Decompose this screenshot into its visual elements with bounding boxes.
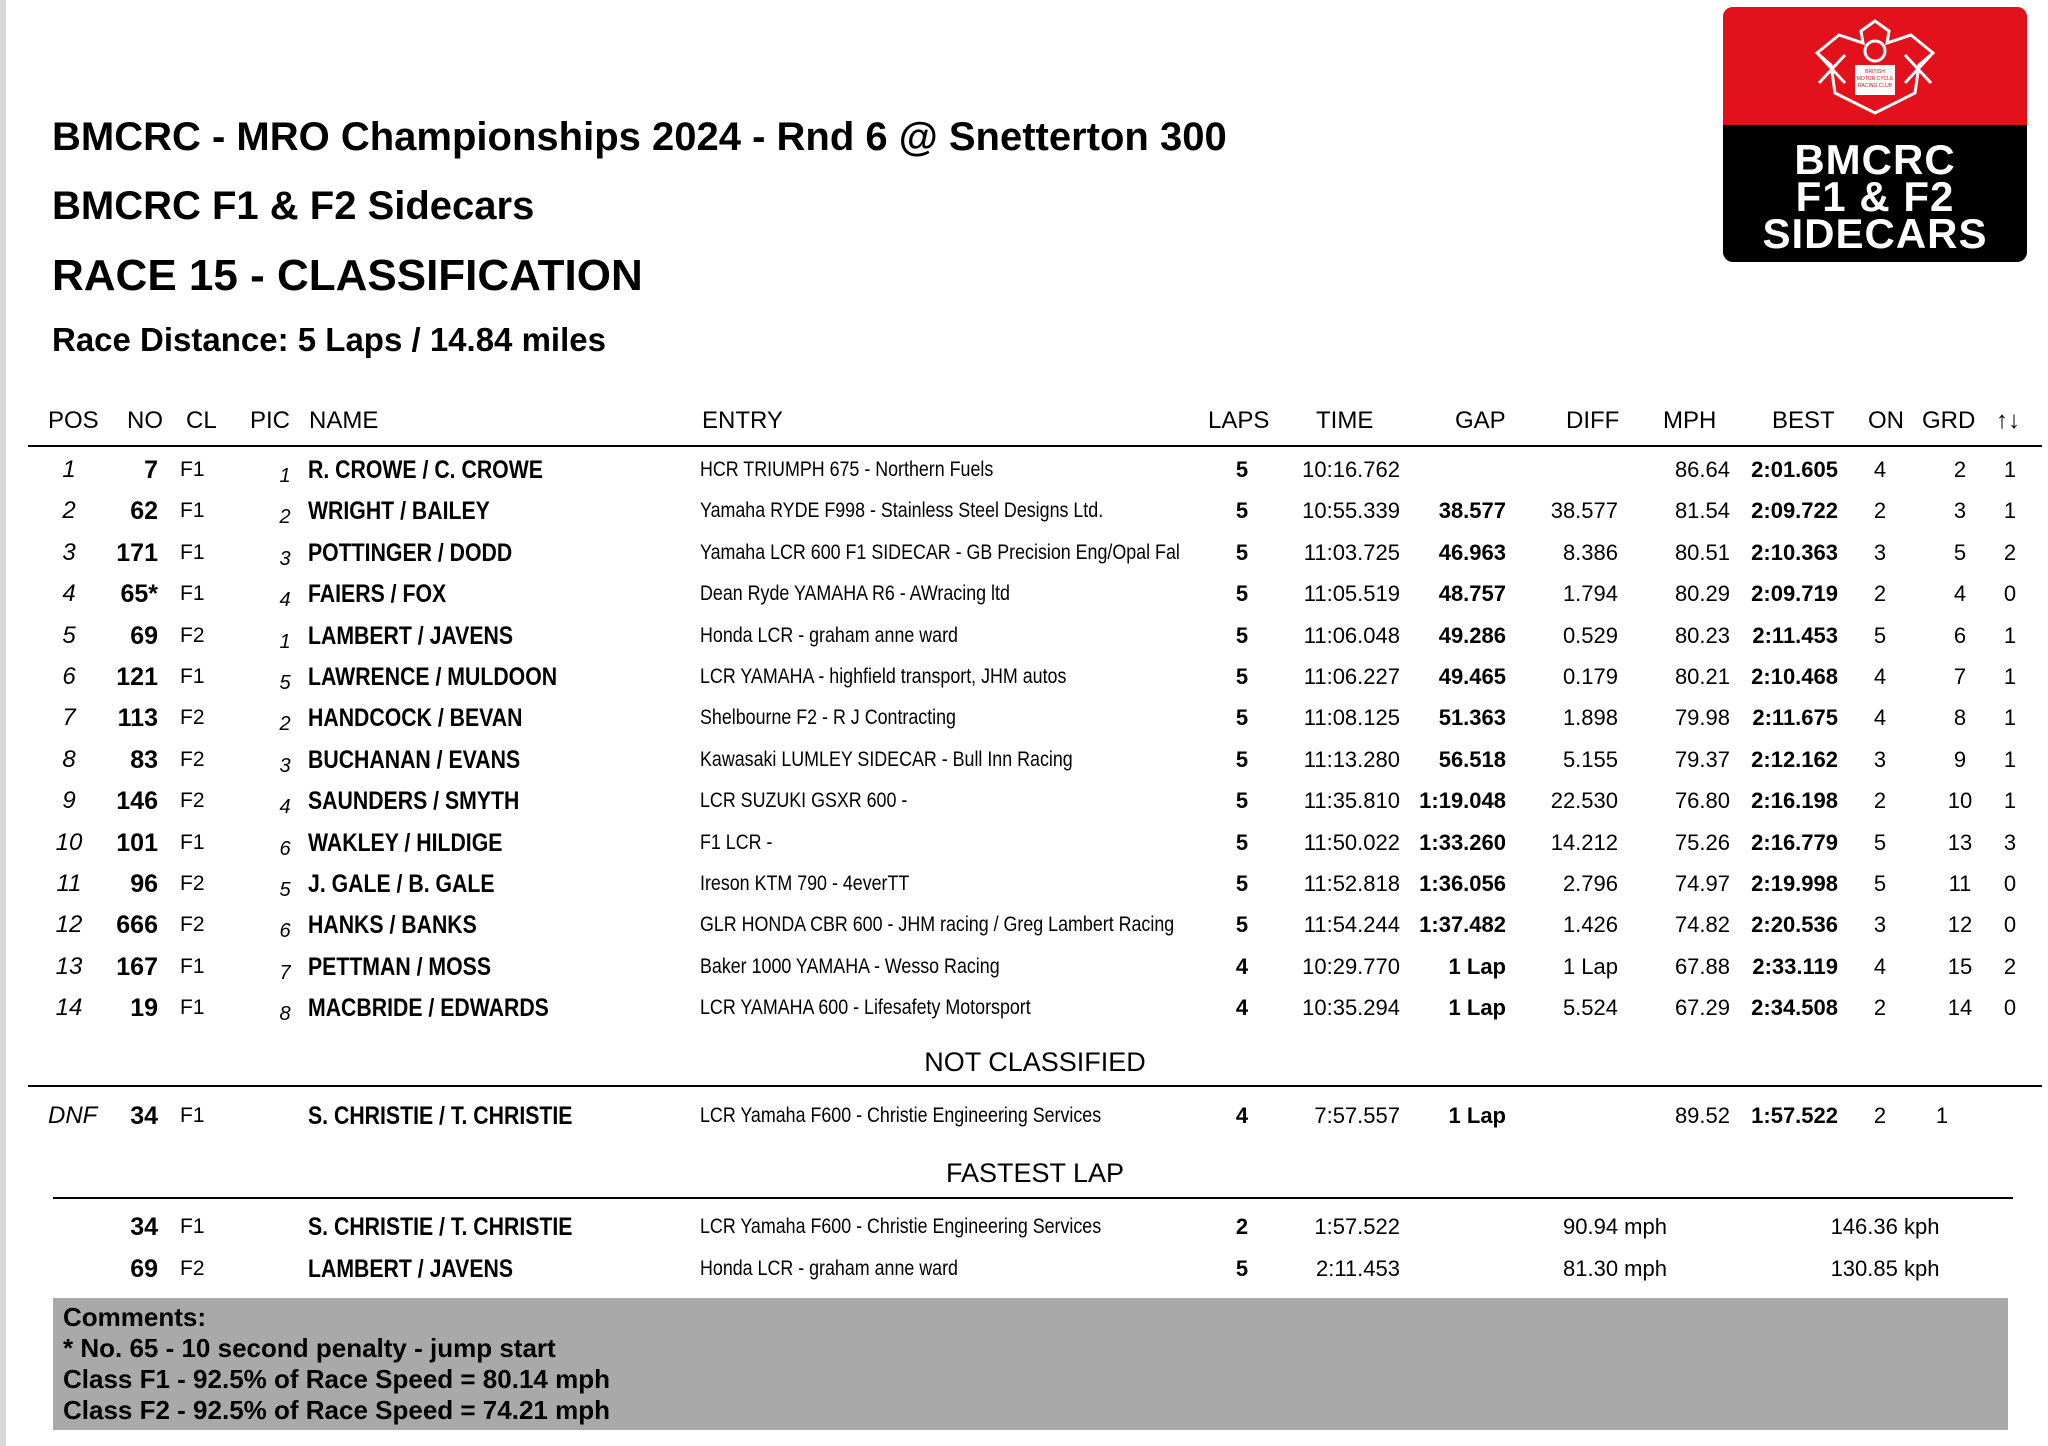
row-time: 11:13.280 — [1303, 746, 1400, 772]
row-grd: 2 — [1953, 457, 1967, 482]
row-name: WAKLEY / HILDIGE — [308, 828, 503, 857]
row-grd: 11 — [1948, 871, 1972, 896]
row-gap: 38.577 — [1438, 498, 1506, 524]
row-pic: 2 — [279, 713, 291, 736]
row-cl: F2 — [180, 747, 205, 771]
row-entry: LCR YAMAHA - highfield transport, JHM autos — [700, 665, 1067, 688]
comments-title: Comments: — [63, 1302, 207, 1332]
row-entry: F1 LCR - — [700, 830, 773, 854]
row-laps: 5 — [1235, 622, 1249, 648]
row-mph: 74.82 — [1674, 912, 1730, 938]
comment-line: Class F1 - 92.5% of Race Speed = 80.14 mph — [63, 1364, 610, 1394]
row-pic: 2 — [279, 506, 291, 529]
fl-time: 1:57.522 — [1314, 1214, 1400, 1239]
row-gap: 1:19.048 — [1419, 788, 1506, 814]
row-pos: 11 — [56, 870, 82, 897]
row-no: 146 — [116, 787, 158, 816]
fl-mph: 81.30 mph — [1563, 1256, 1667, 1281]
row-cl: F2 — [180, 913, 205, 937]
col-entry: ENTRY — [702, 407, 783, 434]
col-name: NAME — [309, 407, 379, 434]
row-on: 2 — [1873, 1103, 1887, 1128]
col-position-change: ↑↓ — [1996, 407, 2020, 434]
table-header — [0, 401, 2048, 441]
row-pic: 8 — [279, 1003, 291, 1026]
svg-text:BRITISH: BRITISH — [1865, 69, 1885, 75]
fl-class: F2 — [180, 1257, 205, 1280]
row-entry: Baker 1000 YAMAHA - Wesso Racing — [700, 954, 1000, 978]
row-gap: 1:37.482 — [1419, 912, 1506, 938]
col-pos: POS — [48, 407, 99, 434]
row-entry: Honda LCR - graham anne ward — [700, 623, 958, 647]
svg-text:RACING CLUB: RACING CLUB — [1857, 83, 1893, 89]
row-name: SAUNDERS / SMYTH — [308, 787, 520, 816]
row-name: POTTINGER / DODD — [308, 538, 513, 567]
fl-class: F1 — [180, 1215, 205, 1238]
fl-lap: 2 — [1235, 1214, 1249, 1239]
row-on: 5 — [1873, 871, 1887, 896]
fl-name: LAMBERT / JAVENS — [308, 1255, 514, 1283]
row-time: 11:08.125 — [1303, 705, 1400, 731]
row-pic: 4 — [279, 796, 291, 819]
row-time: 11:06.048 — [1303, 622, 1400, 648]
row-class: F1 — [180, 1104, 205, 1127]
race-title: RACE 15 - CLASSIFICATION — [52, 251, 643, 300]
row-entry: Kawasaki LUMLEY SIDECAR - Bull Inn Racing — [700, 747, 1073, 771]
row-laps: 4 — [1235, 953, 1249, 979]
row-entry: Shelbourne F2 - R J Contracting — [700, 706, 956, 730]
row-pic: 6 — [279, 837, 291, 860]
row-grd: 12 — [1947, 912, 1973, 938]
table-row — [0, 698, 2048, 738]
row-diff: 38.577 — [1550, 498, 1618, 524]
bmcrc-logo — [1723, 7, 2027, 262]
row-grd: 7 — [1953, 664, 1967, 689]
row-on: 3 — [1873, 912, 1887, 938]
row-pos: 6 — [62, 663, 76, 690]
row-on: 3 — [1873, 746, 1887, 772]
row-gap: 1 Lap — [1448, 953, 1506, 979]
row-pos: 2 — [62, 497, 76, 525]
row-best: 2:16.198 — [1751, 788, 1838, 814]
row-time: 11:06.227 — [1303, 664, 1400, 689]
row-mv: 0 — [2003, 871, 2017, 896]
row-time: 11:50.022 — [1303, 829, 1400, 855]
table-row — [0, 491, 2048, 531]
row-best: 2:33.119 — [1752, 953, 1838, 979]
row-entry: Yamaha LCR 600 F1 SIDECAR - GB Precision Eng/Opal Fal — [700, 540, 1180, 564]
row-on: 5 — [1873, 622, 1887, 648]
row-pos: 7 — [62, 704, 76, 732]
row-cl: F2 — [180, 706, 205, 730]
row-name: J. GALE / B. GALE — [308, 870, 495, 898]
row-diff: 1 Lap — [1562, 953, 1618, 979]
row-laps: 5 — [1235, 829, 1249, 855]
row-diff: 0.529 — [1562, 622, 1618, 648]
row-entry: LCR YAMAHA 600 - Lifesafety Motorsport — [700, 996, 1031, 1020]
row-pic: 3 — [279, 547, 291, 570]
logo-line-2: F1 & F2 — [1795, 173, 1955, 220]
row-laps: 4 — [1235, 995, 1249, 1021]
row-name: HANKS / BANKS — [308, 911, 477, 940]
row-pos: 13 — [55, 952, 83, 980]
row-grd: 1 — [1935, 1103, 1949, 1128]
logo-line-3: SIDECARS — [1762, 210, 1988, 257]
row-time: 11:52.818 — [1303, 871, 1400, 896]
row-cl: F1 — [180, 499, 205, 523]
row-cl: F1 — [180, 458, 205, 481]
row-pos: DNF — [48, 1102, 98, 1129]
fl-name: S. CHRISTIE / T. CHRISTIE — [308, 1213, 573, 1241]
row-gap: 1 Lap — [1448, 1103, 1506, 1128]
fastest-lap-rule — [53, 1197, 2013, 1199]
row-mv: 2 — [2003, 953, 2017, 979]
row-mv: 2 — [2003, 539, 2017, 565]
row-entry: HCR TRIUMPH 675 - Northern Fuels — [700, 458, 994, 481]
row-pos: 3 — [62, 538, 76, 566]
row-pos: 1 — [62, 456, 76, 483]
row-cl: F2 — [180, 623, 205, 647]
row-name: WRIGHT / BAILEY — [308, 497, 490, 526]
row-no: 113 — [117, 704, 158, 733]
row-diff: 14.212 — [1550, 829, 1618, 855]
row-mph: 80.23 — [1674, 622, 1730, 648]
row-mph: 80.29 — [1674, 581, 1730, 607]
not-classified-rule — [28, 1085, 2042, 1087]
row-diff: 8.386 — [1562, 539, 1618, 565]
fastest-lap-heading: FASTEST LAP — [945, 1158, 1125, 1188]
row-cl: F2 — [180, 872, 205, 895]
row-pos: 10 — [55, 828, 83, 856]
table-row — [0, 823, 2048, 863]
row-no: 83 — [130, 745, 158, 774]
row-mph: 86.64 — [1674, 457, 1730, 482]
event-title: BMCRC - MRO Championships 2024 - Rnd 6 @ Snetterton 300 — [52, 115, 1227, 159]
row-mph: 81.54 — [1674, 498, 1730, 524]
row-mv: 1 — [2003, 498, 2017, 524]
row-best: 2:10.363 — [1751, 539, 1838, 565]
row-pic: 6 — [279, 920, 291, 943]
row-pic: 7 — [279, 961, 291, 984]
row-time: 7:57.557 — [1314, 1103, 1400, 1128]
comment-line: Class F2 - 92.5% of Race Speed = 74.21 mph — [63, 1395, 610, 1425]
race-distance: Race Distance: 5 Laps / 14.84 miles — [52, 321, 606, 358]
row-laps: 5 — [1235, 746, 1249, 772]
table-row — [0, 574, 2048, 614]
row-gap: 1:36.056 — [1419, 871, 1506, 896]
row-mph: 89.52 — [1674, 1103, 1730, 1128]
fl-lap: 5 — [1235, 1256, 1249, 1281]
not-classified-heading: NOT CLASSIFIED — [924, 1047, 1146, 1077]
row-pos: 5 — [62, 621, 76, 649]
row-time: 10:35.294 — [1302, 995, 1400, 1021]
svg-text:MOTOR CYCLE: MOTOR CYCLE — [1856, 76, 1894, 82]
row-best: 2:09.722 — [1751, 498, 1838, 524]
col-on: ON — [1868, 407, 1904, 434]
row-gap: 1 Lap — [1448, 995, 1506, 1021]
row-time: 11:54.244 — [1303, 912, 1400, 938]
row-mph: 79.37 — [1674, 746, 1730, 772]
row-best: 2:01.605 — [1751, 457, 1838, 482]
row-no: 666 — [116, 911, 158, 940]
row-no: 62 — [130, 497, 158, 526]
row-entry: GLR HONDA CBR 600 - JHM racing / Greg Lambert Racing — [700, 913, 1175, 937]
fl-no: 69 — [130, 1255, 158, 1283]
row-on: 4 — [1873, 664, 1887, 689]
row-cl: F1 — [180, 954, 205, 978]
row-mph: 80.51 — [1674, 539, 1730, 565]
row-best: 2:16.779 — [1751, 829, 1838, 855]
row-mv: 1 — [2003, 746, 2017, 772]
table-row — [0, 616, 2048, 656]
row-diff: 1.794 — [1562, 581, 1618, 607]
row-gap: 46.963 — [1438, 539, 1506, 565]
row-best: 2:34.508 — [1751, 995, 1838, 1021]
table-row — [0, 450, 2048, 490]
row-mv: 1 — [2003, 457, 2017, 482]
row-laps: 5 — [1235, 664, 1249, 689]
row-best: 1:57.522 — [1751, 1103, 1838, 1128]
row-entry: Dean Ryde YAMAHA R6 - AWracing ltd — [700, 582, 1010, 606]
table-row — [0, 657, 2048, 697]
fastest-lap-row — [0, 1249, 2048, 1289]
row-best: 2:12.162 — [1751, 746, 1838, 772]
row-on: 4 — [1873, 953, 1887, 979]
row-laps: 5 — [1235, 705, 1249, 731]
col-diff: DIFF — [1566, 407, 1620, 434]
row-name: LAWRENCE / MULDOON — [308, 663, 558, 691]
row-name: PETTMAN / MOSS — [308, 952, 492, 981]
row-gap: 51.363 — [1438, 705, 1506, 731]
row-on: 3 — [1873, 539, 1887, 565]
row-no: 69 — [130, 621, 158, 650]
comments-box — [53, 1298, 2008, 1430]
row-best: 2:11.675 — [1752, 705, 1838, 731]
row-mv: 0 — [2003, 995, 2017, 1021]
row-cl: F1 — [180, 996, 205, 1020]
row-gap: 49.286 — [1438, 622, 1506, 648]
header-rule — [28, 445, 2042, 447]
row-laps: 5 — [1235, 457, 1249, 482]
row-cl: F1 — [180, 830, 205, 854]
row-mph: 75.26 — [1674, 829, 1730, 855]
row-time: 11:03.725 — [1303, 539, 1400, 565]
row-best: 2:20.536 — [1751, 912, 1838, 938]
row-laps: 5 — [1235, 539, 1249, 565]
row-on: 2 — [1873, 581, 1887, 607]
col-laps: LAPS — [1208, 407, 1270, 434]
row-grd: 4 — [1953, 581, 1967, 607]
fl-kph: 146.36 kph — [1830, 1214, 1940, 1239]
table-row — [0, 1096, 2048, 1136]
row-mv: 1 — [2003, 705, 2017, 731]
row-entry: Ireson KTM 790 - 4everTT — [700, 872, 910, 895]
row-no: 34 — [130, 1102, 158, 1130]
row-on: 2 — [1873, 788, 1887, 814]
col-grd: GRD — [1922, 407, 1976, 434]
row-time: 11:05.519 — [1303, 581, 1400, 607]
row-mv: 3 — [2003, 829, 2017, 855]
row-pic: 5 — [279, 672, 291, 694]
row-mv: 1 — [2003, 788, 2017, 814]
col-time: TIME — [1316, 407, 1374, 434]
row-best: 2:19.998 — [1751, 871, 1838, 896]
row-grd: 5 — [1953, 539, 1967, 565]
row-laps: 5 — [1235, 788, 1249, 814]
row-pic: 4 — [279, 589, 291, 612]
row-grd: 9 — [1953, 746, 1967, 772]
row-mv: 0 — [2003, 912, 2017, 938]
row-name: FAIERS / FOX — [308, 580, 447, 609]
row-mv: 0 — [2003, 581, 2017, 607]
logo-line-1: BMCRC — [1794, 136, 1956, 183]
row-diff: 1.426 — [1562, 912, 1618, 938]
row-best: 2:11.453 — [1752, 622, 1838, 648]
row-time: 10:55.339 — [1302, 498, 1400, 524]
col-gap: GAP — [1455, 407, 1506, 434]
table-row — [0, 781, 2048, 821]
row-mv: 1 — [2003, 622, 2017, 648]
row-pos: 8 — [62, 745, 76, 773]
row-entry: LCR SUZUKI GSXR 600 - — [700, 789, 908, 813]
row-grd: 10 — [1947, 788, 1973, 814]
row-laps: 5 — [1235, 498, 1249, 524]
row-laps: 5 — [1235, 581, 1249, 607]
table-row — [0, 740, 2048, 780]
row-best: 2:09.719 — [1751, 581, 1838, 607]
table-row — [0, 947, 2048, 987]
row-pos: 9 — [62, 787, 76, 815]
row-diff: 1.898 — [1562, 705, 1618, 731]
fl-no: 34 — [130, 1213, 158, 1241]
row-time: 11:35.810 — [1303, 788, 1400, 814]
row-grd: 8 — [1953, 705, 1967, 731]
row-entry: Yamaha RYDE F998 - Stainless Steel Designs Ltd. — [700, 499, 1104, 523]
fl-entry: LCR Yamaha F600 - Christie Engineering Services — [700, 1215, 1102, 1238]
row-mph: 67.88 — [1674, 953, 1730, 979]
row-diff: 0.179 — [1562, 664, 1618, 689]
row-laps: 4 — [1235, 1103, 1249, 1128]
row-mph: 79.98 — [1674, 705, 1730, 731]
row-grd: 6 — [1953, 622, 1967, 648]
row-gap: 48.757 — [1438, 581, 1506, 607]
row-pic: 5 — [279, 879, 291, 901]
row-no: 19 — [130, 994, 158, 1023]
row-entry: LCR Yamaha F600 - Christie Engineering Services — [700, 1104, 1102, 1127]
row-mph: 67.29 — [1674, 995, 1730, 1021]
row-diff: 5.155 — [1562, 746, 1618, 772]
col-pic: PIC — [250, 407, 291, 434]
row-diff: 5.524 — [1562, 995, 1618, 1021]
row-time: 10:29.770 — [1302, 953, 1400, 979]
row-no: 65* — [120, 580, 158, 609]
comment-line: * No. 65 - 10 second penalty - jump start — [63, 1333, 556, 1363]
row-cl: F1 — [180, 540, 205, 564]
row-name: HANDCOCK / BEVAN — [308, 704, 523, 733]
row-name: BUCHANAN / EVANS — [308, 745, 521, 774]
row-grd: 3 — [1953, 498, 1967, 524]
row-mph: 76.80 — [1674, 788, 1730, 814]
table-row — [0, 988, 2048, 1028]
row-pos: 14 — [55, 994, 83, 1022]
row-gap: 56.518 — [1438, 746, 1506, 772]
row-grd: 13 — [1947, 829, 1973, 855]
row-no: 167 — [116, 952, 158, 981]
fastest-lap-row — [0, 1207, 2048, 1247]
fl-mph: 90.94 mph — [1563, 1214, 1667, 1239]
row-cl: F1 — [180, 582, 205, 606]
row-pic: 1 — [279, 630, 291, 653]
row-on: 2 — [1873, 498, 1887, 524]
row-name: MACBRIDE / EDWARDS — [308, 994, 549, 1023]
row-laps: 5 — [1235, 871, 1249, 896]
row-grd: 14 — [1947, 995, 1973, 1021]
row-diff: 22.530 — [1550, 788, 1618, 814]
table-row — [0, 905, 2048, 945]
row-pic: 3 — [279, 754, 291, 777]
row-no: 7 — [144, 456, 158, 484]
club-emblem-icon — [1815, 13, 1935, 121]
row-no: 101 — [116, 828, 158, 857]
row-cl: F2 — [180, 789, 205, 813]
row-no: 171 — [116, 538, 158, 567]
row-cl: F1 — [180, 665, 205, 688]
series-title: BMCRC F1 & F2 Sidecars — [52, 184, 535, 228]
row-name: R. CROWE / C. CROWE — [308, 456, 543, 484]
col-cl: CL — [186, 407, 217, 434]
row-on: 2 — [1873, 995, 1887, 1021]
row-pos: 12 — [55, 911, 83, 939]
row-mv: 1 — [2003, 664, 2017, 689]
row-best: 2:10.468 — [1751, 664, 1838, 689]
row-no: 121 — [116, 663, 158, 691]
row-gap: 49.465 — [1438, 664, 1506, 689]
col-no: NO — [127, 407, 163, 434]
row-name: LAMBERT / JAVENS — [308, 621, 514, 650]
row-mph: 74.97 — [1674, 871, 1730, 896]
col-mph: MPH — [1663, 407, 1717, 434]
fl-entry: Honda LCR - graham anne ward — [700, 1257, 958, 1280]
row-on: 5 — [1873, 829, 1887, 855]
row-name: S. CHRISTIE / T. CHRISTIE — [308, 1102, 573, 1130]
row-laps: 5 — [1235, 912, 1249, 938]
row-on: 4 — [1873, 457, 1887, 482]
row-time: 10:16.762 — [1302, 457, 1400, 482]
table-row — [0, 533, 2048, 573]
row-no: 96 — [130, 870, 158, 898]
row-grd: 15 — [1947, 953, 1973, 979]
fl-kph: 130.85 kph — [1830, 1256, 1940, 1281]
fl-time: 2:11.453 — [1315, 1256, 1400, 1281]
col-best: BEST — [1772, 407, 1835, 434]
row-on: 4 — [1873, 705, 1887, 731]
table-row — [0, 864, 2048, 904]
row-pic: 1 — [279, 465, 291, 487]
row-gap: 1:33.260 — [1419, 829, 1506, 855]
row-pos: 4 — [62, 580, 76, 608]
row-diff: 2.796 — [1562, 871, 1618, 896]
row-mph: 80.21 — [1674, 664, 1730, 689]
